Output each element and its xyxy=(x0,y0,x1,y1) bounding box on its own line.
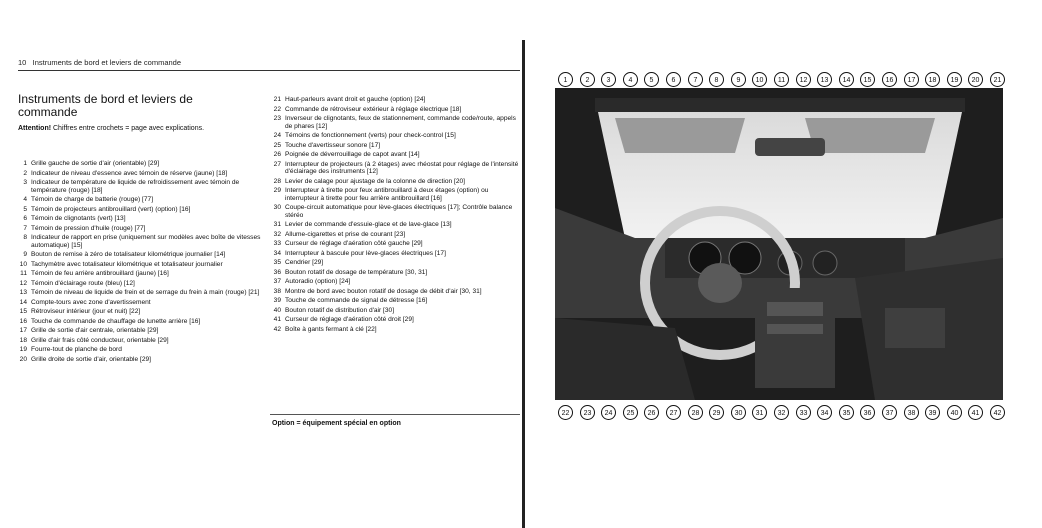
callout-number: 32 xyxy=(774,405,789,420)
callout-number: 10 xyxy=(752,72,767,87)
legend-item-number: 7 xyxy=(23,224,27,232)
callout-number: 31 xyxy=(752,405,767,420)
legend-item-text: Poignée de déverrouillage de capot avant [14] xyxy=(285,151,420,158)
legend-item-text: Bouton rotatif de dosage de température [30, 31] xyxy=(285,268,428,276)
legend-item-text: Inverseur de clignotants, feux de stationnement, commande code/route, appels de phares [12] xyxy=(285,115,516,130)
legend-item-number: 3 xyxy=(23,179,27,186)
legend-item xyxy=(268,132,520,140)
callout-number: 42 xyxy=(990,405,1005,420)
legend-item-number: 38 xyxy=(273,287,281,295)
legend-item xyxy=(268,161,520,176)
legend-item-text: Levier de calage pour ajustage de la colonne de direction [20] xyxy=(285,177,465,185)
legend-item-text: Levier de commande d'essuie-glace et de lave-glace [13] xyxy=(285,221,452,228)
legend-item-text: Interrupteur à tirette pour feux antibrouillard à deux étages (option) ou interrupteur à tirette pour feu arrière antibrouillard [16] xyxy=(285,187,489,202)
legend-item xyxy=(14,225,264,233)
legend-item-number: 29 xyxy=(273,187,281,194)
legend-item xyxy=(268,204,520,219)
legend-item xyxy=(268,221,520,229)
legend-item-number: 13 xyxy=(19,289,27,296)
callout-number: 35 xyxy=(839,405,854,420)
legend-item-text: Haut-parleurs avant droit et gauche (option) [24] xyxy=(285,96,426,103)
page-title: Instruments de bord et leviers de commande xyxy=(18,92,193,119)
legend-item-number: 23 xyxy=(273,115,281,122)
legend-item-number: 4 xyxy=(23,196,27,203)
callout-number: 40 xyxy=(947,405,962,420)
legend-item-text: Boîte à gants fermant à clé [22] xyxy=(285,325,377,333)
legend-item-text: Grille d'air frais côté conducteur, orientable [29] xyxy=(31,336,169,344)
legend-item-number: 5 xyxy=(23,205,27,213)
callout-number: 25 xyxy=(623,405,638,420)
footnote-rule xyxy=(270,414,520,415)
footnote: Option = équipement spécial en option xyxy=(272,420,401,427)
legend-item-number: 37 xyxy=(273,278,281,285)
legend-item-text: Autoradio (option) [24] xyxy=(285,278,351,285)
legend-item xyxy=(14,215,264,223)
legend-item xyxy=(268,307,520,315)
legend-item-text: Curseur de réglage d'aération côté gauche [29] xyxy=(285,240,423,247)
callout-number: 9 xyxy=(731,72,746,87)
callout-number: 3 xyxy=(601,72,616,87)
callout-number: 4 xyxy=(623,72,638,87)
legend-item-text: Touche de commande de signal de détresse [16] xyxy=(285,297,428,304)
legend-item-text: Témoin de pression d'huile (rouge) [77] xyxy=(31,224,146,232)
legend-item xyxy=(14,261,264,269)
callout-number: 28 xyxy=(688,405,703,420)
legend-item xyxy=(268,151,520,159)
legend-item xyxy=(268,106,520,114)
callout-number: 15 xyxy=(860,72,875,87)
legend-item-number: 33 xyxy=(273,240,281,247)
callout-number: 8 xyxy=(709,72,724,87)
legend-item-number: 40 xyxy=(273,306,281,314)
legend-item xyxy=(14,179,264,194)
legend-item-number: 36 xyxy=(273,268,281,276)
legend-item xyxy=(14,299,264,307)
callout-number: 19 xyxy=(947,72,962,87)
legend-item-text: Rétroviseur intérieur (jour et nuit) [22] xyxy=(31,308,141,315)
legend-item-number: 35 xyxy=(273,259,281,266)
legend-item xyxy=(268,115,520,130)
callout-number: 14 xyxy=(839,72,854,87)
book-spine xyxy=(522,40,525,528)
callout-number: 16 xyxy=(882,72,897,87)
callout-number: 37 xyxy=(882,405,897,420)
legend-item-text: Compte-tours avec zone d'avertissement xyxy=(31,298,151,306)
legend-item xyxy=(14,346,264,354)
callout-number: 23 xyxy=(580,405,595,420)
header-rule xyxy=(18,70,520,71)
legend-item xyxy=(14,160,264,168)
legend-item xyxy=(14,337,264,345)
legend-item-text: Témoins de fonctionnement (verts) pour check-control [15] xyxy=(285,132,456,139)
callout-number: 36 xyxy=(860,405,875,420)
legend-item-text: Bouton de remise à zéro de totalisateur kilométrique journalier [14] xyxy=(31,251,226,258)
legend-item-number: 10 xyxy=(19,260,27,268)
legend-list-right xyxy=(268,96,520,335)
callout-number: 21 xyxy=(990,72,1005,87)
callout-number: 17 xyxy=(904,72,919,87)
legend-item-text: Fourre-tout de planche de bord xyxy=(31,346,122,353)
legend-item xyxy=(268,269,520,277)
legend-item-number: 42 xyxy=(273,325,281,333)
legend-item-text: Cendrier [29] xyxy=(285,259,324,266)
legend-item-number: 18 xyxy=(19,336,27,344)
legend-item-number: 24 xyxy=(273,132,281,139)
callout-number: 33 xyxy=(796,405,811,420)
legend-item-number: 9 xyxy=(23,251,27,258)
legend-item-number: 22 xyxy=(273,105,281,113)
legend-item-number: 17 xyxy=(19,327,27,334)
legend-item-number: 16 xyxy=(19,317,27,325)
callout-number: 12 xyxy=(796,72,811,87)
legend-item-text: Coupe-circuit automatique pour lève-glaces électriques [17]; Contrôle balance stéréo xyxy=(285,204,513,219)
callout-number: 41 xyxy=(968,405,983,420)
legend-item-text: Curseur de réglage d'aération côté droit [29] xyxy=(285,316,414,323)
legend-item xyxy=(14,206,264,214)
legend-item-text: Indicateur de rapport en prise (uniquement sur modèles avec boîte de vitesses automatique) [15] xyxy=(31,234,261,249)
callout-number: 1 xyxy=(558,72,573,87)
callout-number: 11 xyxy=(774,72,789,87)
legend-item xyxy=(14,270,264,278)
legend-item-text: Montre de bord avec bouton rotatif de dosage de débit d'air [30, 31] xyxy=(285,287,482,295)
legend-item-text: Indicateur de température de liquide de refroidissement avec témoin de température (rouge) [18] xyxy=(31,179,240,194)
callout-number: 2 xyxy=(580,72,595,87)
legend-item-text: Témoin de feu arrière antibrouillard (jaune) [16] xyxy=(31,270,169,277)
legend-item-text: Interrupteur à bascule pour lève-glaces électriques [17] xyxy=(285,249,446,257)
legend-item-number: 26 xyxy=(273,151,281,158)
attention-note xyxy=(18,125,204,132)
legend-item xyxy=(14,327,264,335)
callout-number: 38 xyxy=(904,405,919,420)
legend-list-left xyxy=(14,160,264,365)
callout-number: 30 xyxy=(731,405,746,420)
legend-item-number: 1 xyxy=(23,160,27,167)
callout-number: 24 xyxy=(601,405,616,420)
legend-item-text: Témoin de niveau de liquide de frein et de serrage du frein à main (rouge) [21] xyxy=(31,289,260,296)
legend-item-text: Interrupteur de projecteurs (à 2 étages) avec rhéostat pour réglage de l'intensité d'éclairage des instruments [12] xyxy=(285,160,519,175)
legend-item-number: 32 xyxy=(273,230,281,238)
legend-item-number: 27 xyxy=(273,160,281,168)
legend-item-text: Touche d'avertisseur sonore [17] xyxy=(285,141,381,149)
callout-number: 34 xyxy=(817,405,832,420)
legend-item xyxy=(268,259,520,267)
callout-number: 5 xyxy=(644,72,659,87)
dashboard-photo xyxy=(555,88,1003,400)
callout-number: 22 xyxy=(558,405,573,420)
callout-number: 6 xyxy=(666,72,681,87)
legend-item-text: Indicateur de niveau d'essence avec témoin de réserve (jaune) [18] xyxy=(31,169,228,177)
legend-item xyxy=(14,170,264,178)
legend-item-number: 25 xyxy=(273,141,281,149)
running-title: Instruments de bord et leviers de commande xyxy=(32,58,182,67)
legend-item-text: Tachymètre avec totalisateur kilométrique et totalisateur journalier xyxy=(31,260,223,268)
legend-item-text: Témoin de charge de batterie (rouge) [77] xyxy=(31,196,154,203)
legend-item-number: 39 xyxy=(273,297,281,304)
callout-number: 13 xyxy=(817,72,832,87)
legend-item xyxy=(268,288,520,296)
callout-number: 20 xyxy=(968,72,983,87)
legend-item-text: Touche de commande de chauffage de lunette arrière [16] xyxy=(31,317,201,325)
legend-item-text: Témoin de clignotants (vert) [13] xyxy=(31,215,126,222)
legend-item xyxy=(268,240,520,248)
legend-item xyxy=(14,356,264,364)
legend-item-text: Grille gauche de sortie d'air (orientable) [29] xyxy=(31,160,160,167)
legend-item-text: Bouton rotatif de distribution d'air [30] xyxy=(285,306,395,314)
legend-item-number: 41 xyxy=(273,316,281,323)
attention-text: Chiffres entre crochets = page avec explications. xyxy=(53,125,205,132)
legend-item-number: 8 xyxy=(23,234,27,241)
legend-item xyxy=(14,234,264,249)
legend-item xyxy=(14,280,264,288)
legend-item-number: 6 xyxy=(23,215,27,222)
legend-item xyxy=(268,297,520,305)
legend-item-text: Grille de sortie d'air centrale, orientable [29] xyxy=(31,327,159,334)
legend-item xyxy=(14,251,264,259)
legend-item-number: 19 xyxy=(19,346,27,353)
callout-number: 26 xyxy=(644,405,659,420)
legend-item xyxy=(14,196,264,204)
callout-number: 7 xyxy=(688,72,703,87)
callout-number: 18 xyxy=(925,72,940,87)
legend-item xyxy=(268,278,520,286)
callout-number: 29 xyxy=(709,405,724,420)
legend-item-number: 30 xyxy=(273,204,281,211)
legend-item-text: Témoin de projecteurs antibrouillard (vert) (option) [16] xyxy=(31,205,191,213)
legend-item xyxy=(14,318,264,326)
legend-item xyxy=(268,142,520,150)
legend-item-number: 12 xyxy=(19,279,27,287)
legend-item-number: 21 xyxy=(273,96,281,103)
legend-item xyxy=(268,187,520,202)
legend-item-number: 31 xyxy=(273,221,281,228)
legend-item xyxy=(14,308,264,316)
legend-item-text: Grille droite de sortie d'air, orientable [29] xyxy=(31,355,152,363)
legend-item xyxy=(268,316,520,324)
running-header xyxy=(18,58,181,67)
legend-item-number: 28 xyxy=(273,177,281,185)
legend-item-text: Allume-cigarettes et prise de courant [23] xyxy=(285,230,406,238)
legend-item xyxy=(268,326,520,334)
legend-item xyxy=(14,289,264,297)
legend-item-number: 15 xyxy=(19,308,27,315)
legend-item xyxy=(268,231,520,239)
legend-item xyxy=(268,96,520,104)
legend-item-text: Témoin d'éclairage route (bleu) [12] xyxy=(31,279,135,287)
legend-item-number: 20 xyxy=(19,355,27,363)
callout-number: 39 xyxy=(925,405,940,420)
legend-item-number: 34 xyxy=(273,249,281,257)
legend-item-number: 11 xyxy=(20,270,27,277)
callout-number: 27 xyxy=(666,405,681,420)
legend-item xyxy=(268,250,520,258)
legend-item-text: Commande de rétroviseur extérieur à réglage électrique [18] xyxy=(285,105,462,113)
legend-item-number: 2 xyxy=(23,169,27,177)
page-number: 10 xyxy=(18,58,27,67)
legend-item-number: 14 xyxy=(19,298,27,306)
attention-label: Attention! xyxy=(18,125,52,132)
legend-item xyxy=(268,178,520,186)
